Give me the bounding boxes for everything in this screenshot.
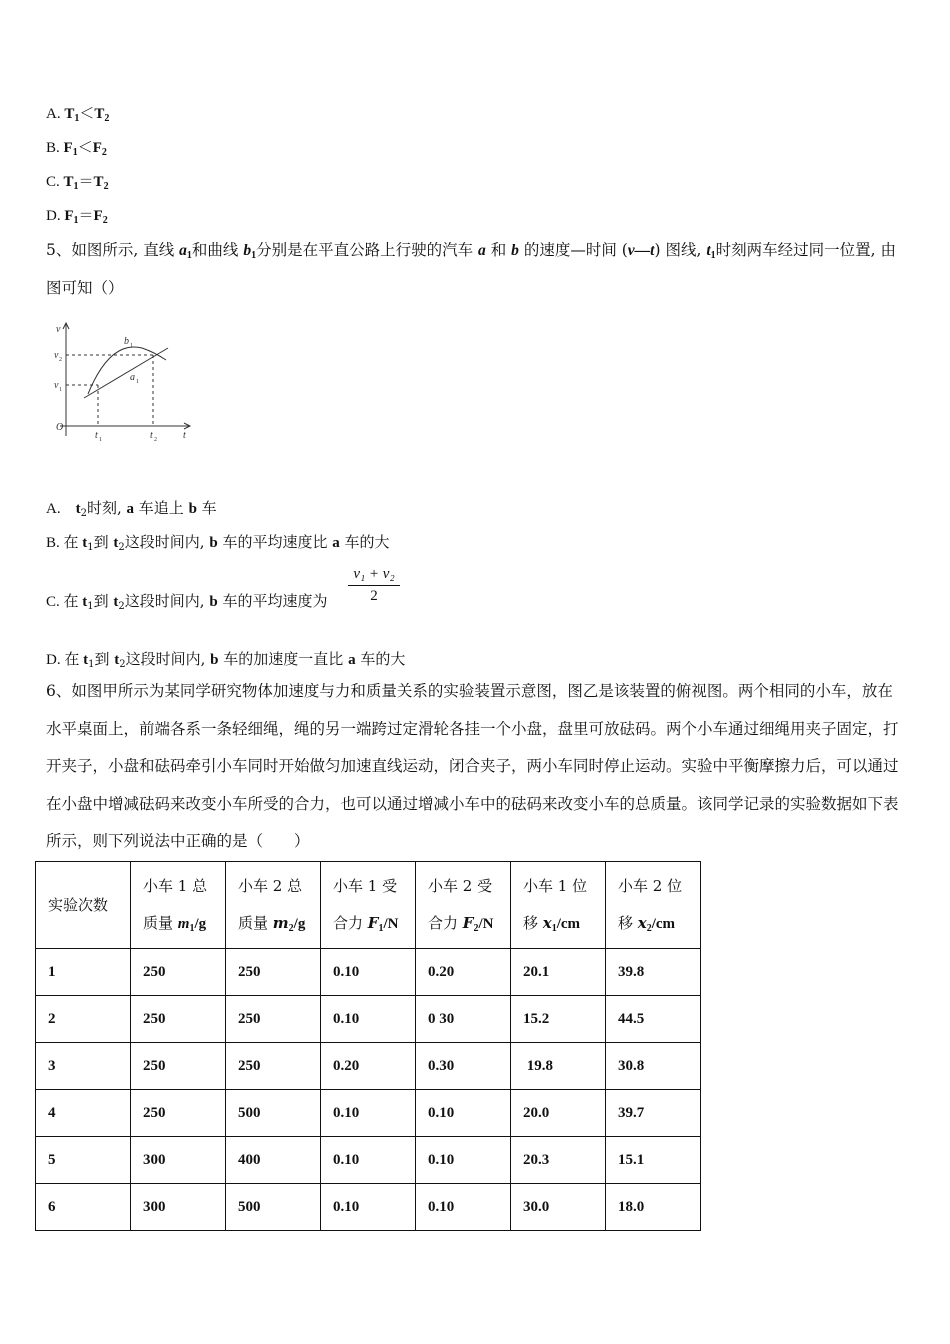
graph-label-t2-sub: 2 (154, 437, 157, 443)
table-cell: 250 (226, 1043, 321, 1090)
q5-option-a: A. $t_2$时刻, a 车追上 b 车 (46, 499, 217, 519)
table-cell: 1 (36, 949, 131, 996)
table-cell: 500 (226, 1090, 321, 1137)
table-cell: 250 (226, 996, 321, 1043)
fraction-numerator: v₁ + v₂ (348, 566, 400, 586)
table-cell: 300 (131, 1184, 226, 1231)
graph-label-a1-sub: 1 (136, 379, 139, 385)
table-cell: 0.10 (321, 996, 416, 1043)
table-cell: 250 (226, 949, 321, 996)
graph-label-v1: v (54, 380, 59, 391)
fraction-denominator: 2 (370, 588, 378, 604)
table-cell: 500 (226, 1184, 321, 1231)
table-cell: 39.7 (606, 1090, 701, 1137)
option-b-prev: B. $F_1<F_2$ (46, 140, 107, 158)
table-cell: 20.0 (511, 1090, 606, 1137)
table-cell: 0.10 (416, 1090, 511, 1137)
table-cell: 300 (131, 1137, 226, 1184)
graph-label-t2: t (150, 430, 153, 441)
table-cell: 0.10 (321, 1184, 416, 1231)
table-cell: 6 (36, 1184, 131, 1231)
graph-label-v2: v (54, 350, 59, 361)
option-c-prev: C. $T_1=T_2$ (46, 174, 109, 192)
header-m1: 小车 1 总 质量 $m_1/g$ (131, 862, 226, 949)
graph-label-v2-sub: 2 (59, 357, 62, 363)
q5-option-b: B. 在 $t_1$到 $t_2$这段时间内, b 车的平均速度比 a 车的大 (46, 533, 390, 553)
table-cell: 44.5 (606, 996, 701, 1043)
option-d-prev: D. $F_1=F_2$ (46, 208, 108, 226)
question-6-stem: 6、如图甲所示为某同学研究物体加速度与力和质量关系的实验装置示意图，图乙是该装置的俯视图。两个相同的小车，放在水平桌面上，前端各系一条轻细绳，绳的另一端跨过定滑轮各挂一个小盘，盘里可放砝码。两个小车通过细绳用夹子固定，打开夹子，小盘和砝码牵引小车同时开始做匀加速直线运动，闭合夹子，两小车同时停止运动。实验中平衡摩擦力后，可以通过在小盘中增减砝码来改变小车所受的合力，也可以通过增减小车中的砝码来改变小车的总质量。该同学记录的实验数据如下表所示，则下列说法中正确的是（ ） (46, 682, 899, 850)
table-cell: 0.30 (416, 1043, 511, 1090)
table-cell: 3 (36, 1043, 131, 1090)
header-f1: 小车 1 受 合力 $F_1/N$ (321, 862, 416, 949)
table-cell: 0.20 (416, 949, 511, 996)
header-m2: 小车 2 总 质量 $m_2/g$ (226, 862, 321, 949)
graph-label-b1-sub: 1 (130, 343, 133, 349)
table-cell: 0.10 (321, 949, 416, 996)
graph-label-t: t (183, 430, 186, 441)
average-velocity-fraction (348, 566, 400, 605)
table-row (36, 996, 701, 1043)
table-cell: 0.10 (321, 1090, 416, 1137)
table-cell: 0.20 (321, 1043, 416, 1090)
header-x2: 小车 2 位 移 $x_2/cm$ (606, 862, 701, 949)
table-row (36, 1090, 701, 1137)
table-cell: 250 (131, 949, 226, 996)
header-f2: 小车 2 受 合力 $F_2/N$ (416, 862, 511, 949)
table-cell: 30.0 (511, 1184, 606, 1231)
table-cell: 5 (36, 1137, 131, 1184)
table-row (36, 1137, 701, 1184)
graph-curve-b1 (88, 347, 166, 394)
q5-option-c: C. 在 $t_1$到 $t_2$这段时间内, b 车的平均速度为 (46, 592, 328, 612)
table-cell: 30.8 (606, 1043, 701, 1090)
header-x1: 小车 1 位 移 $x_1/cm$ (511, 862, 606, 949)
table-header-row (36, 862, 701, 949)
table-row (36, 1184, 701, 1231)
table-cell: 400 (226, 1137, 321, 1184)
table-cell: 18.0 (606, 1184, 701, 1231)
table-cell: 20.3 (511, 1137, 606, 1184)
header-trial: 实验次数 (36, 862, 131, 949)
table-cell: 0 30 (416, 996, 511, 1043)
graph-label-v: v (56, 324, 61, 335)
table-cell: 0.10 (416, 1184, 511, 1231)
table-cell: 250 (131, 1043, 226, 1090)
option-a-prev: A. $T_1<T_2$ (46, 106, 110, 124)
graph-label-v1-sub: 1 (59, 387, 62, 393)
table-cell: 0.10 (416, 1137, 511, 1184)
q5-option-d: D. 在 $t_1$到 $t_2$这段时间内, b 车的加速度一直比 a 车的大 (46, 650, 406, 670)
table-cell: 15.1 (606, 1137, 701, 1184)
table-row (36, 1043, 701, 1090)
graph-label-origin: O (56, 422, 64, 433)
experiment-data-table (35, 861, 701, 1231)
graph-label-a1: a (130, 372, 135, 383)
table-cell: 19.8 (511, 1043, 606, 1090)
table-cell: 4 (36, 1090, 131, 1137)
graph-label-b1: b (124, 336, 129, 347)
table-cell: 15.2 (511, 996, 606, 1043)
table-cell: 250 (131, 996, 226, 1043)
velocity-time-graph (50, 318, 200, 448)
question-5-stem: 5、如图所示, 直线 $a_1$和曲线 $b_1$分别是在平直公路上行驶的汽车 a 和 b 的速度—时间 (v—t) 图线, $t_1$时刻两车经过同一位置, 由图可知（） (46, 241, 896, 297)
graph-label-t1: t (95, 430, 98, 441)
graph-label-t1-sub: 1 (99, 437, 102, 443)
table-cell: 2 (36, 996, 131, 1043)
table-cell: 39.8 (606, 949, 701, 996)
table-cell: 250 (131, 1090, 226, 1137)
table-cell: 0.10 (321, 1137, 416, 1184)
table-cell: 20.1 (511, 949, 606, 996)
table-row (36, 949, 701, 996)
